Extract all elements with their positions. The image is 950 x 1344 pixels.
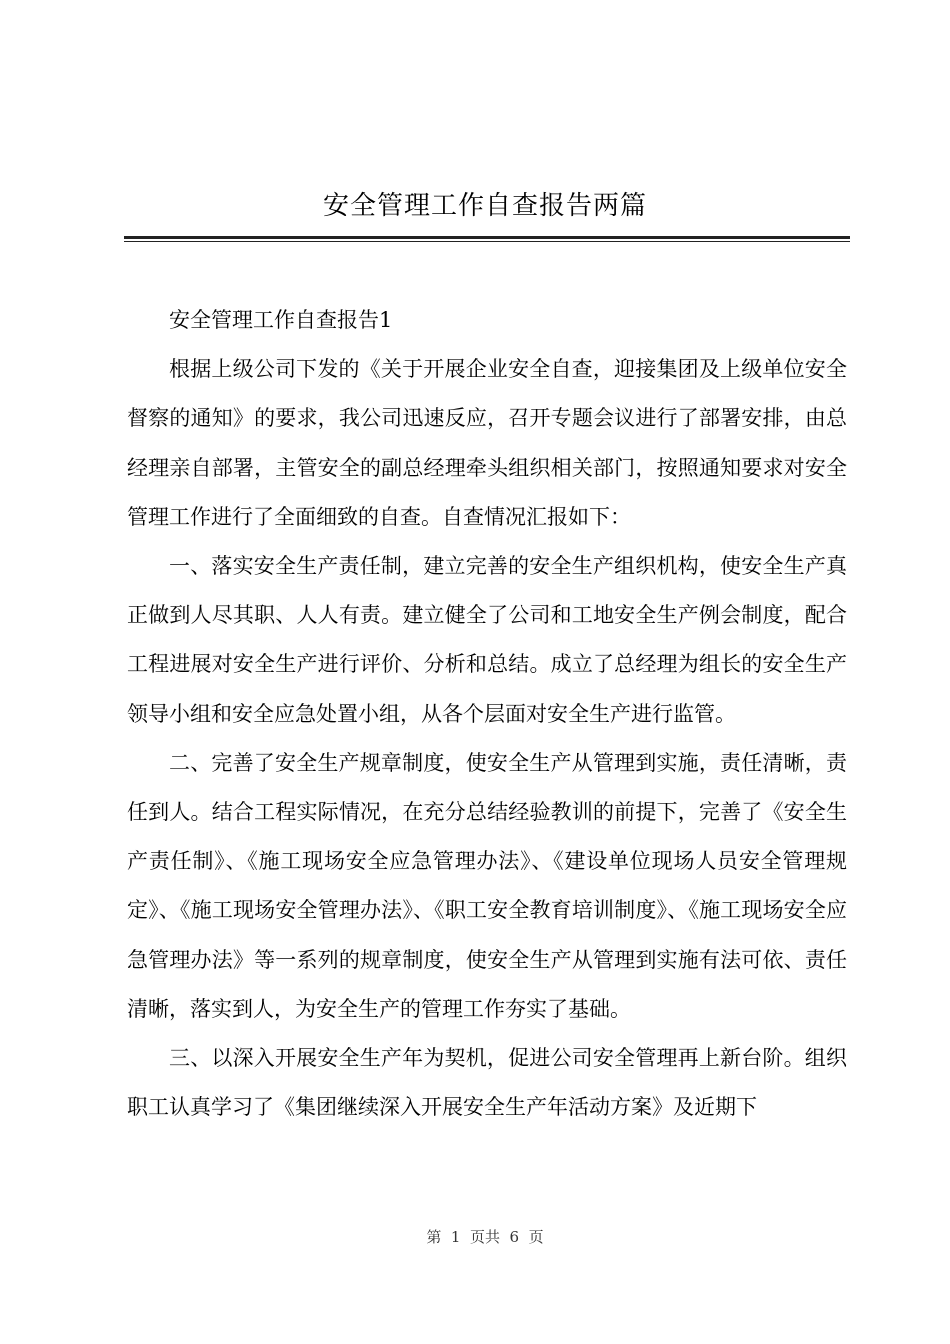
section-heading: 安全管理工作自查报告1 [169, 308, 393, 332]
page-number-footer: 第 1 页共 6 页 [426, 1228, 544, 1246]
paragraph: 一、落实安全生产责任制，建立完善的安全生产组织机构，使安全生产真正做到人尽其职、人人有责。建立健全了公司和工地安全生产例会制度，配合工程进展对安全生产进行评价、分析和总结。成立了总经理为组长的安全生产领导小组和安全应急处置小组，从各个层面对安全生产进行监管。 [127, 554, 847, 726]
page-title: 安全管理工作自查报告两篇 [322, 191, 647, 221]
title-divider [124, 236, 850, 242]
paragraph: 二、完善了安全生产规章制度，使安全生产从管理到实施，责任清晰，责任到人。结合工程实际情况，在充分总结经验教训的前提下，完善了《安全生产责任制》、《施工现场安全应急管理办法》、《建设单位现场人员安全管理规定》、《施工现场安全管理办法》、《职工安全教育培训制度》、《施工现场安全应急管理办法》等一系列的规章制度，使安全生产从管理到实施有法可依、责任清晰，落实到人，为安全生产的管理工作夯实了基础。 [127, 750, 847, 1021]
paragraph: 三、以深入开展安全生产年为契机，促进公司安全管理再上新台阶。组织职工认真学习了《集团继续深入开展安全生产年活动方案》及近期下 [127, 1046, 847, 1120]
paragraph: 根据上级公司下发的《关于开展企业安全自查，迎接集团及上级单位安全督察的通知》的要求，我公司迅速反应，召开专题会议进行了部署安排，由总经理亲自部署，主管安全的副总经理牵头组织相关部门，按照通知要求对安全管理工作进行了全面细致的自查。自查情况汇报如下： [127, 357, 847, 529]
document-body [127, 296, 847, 1132]
